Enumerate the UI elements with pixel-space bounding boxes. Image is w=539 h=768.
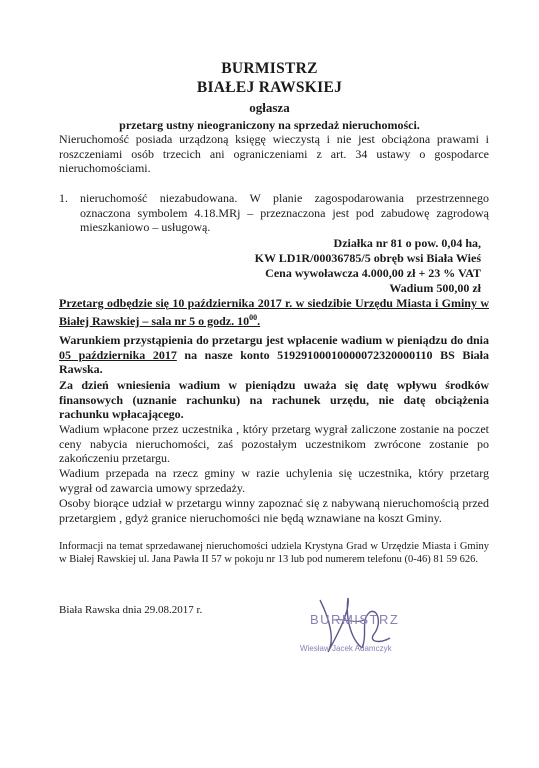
contact-info: Informacji na temat sprzedawanej nieruchomości udziela Krystyna Grad w Urzędzie Miasta i Gminy w Białej Rawskiej ul. Jana Pawła II 57 w pokoju nr 13 lub pod numerem telefonu (0-46) 81 59 626.	[59, 541, 489, 565]
auction-time-minutes: 00	[249, 312, 258, 322]
header-city: BIAŁEJ RAWSKIEJ	[196, 79, 343, 96]
property-inspection-rule: Osoby biorące udział w przetargu winny zapoznać się z nabywaną nieruchomością przed przetargiem , gdyż granice nieruchomości nie będą wznawiane na koszt Gminy.	[59, 496, 489, 525]
header-announces: ogłasza	[249, 100, 290, 115]
auction-text: Przetarg odbędzie się 10 października 2017 r. w siedzibie Urzędu Miasta i Gminy w Białej Rawskiej – sala nr 5 o godz. 10	[59, 296, 489, 328]
header-title: BURMISTRZ	[221, 60, 318, 77]
deposit-winner-rule: Wadium wpłacone przez uczestnika , który przetarg wygrał zaliczone zostanie na poczet ceny nabycia nieruchomości, zaś pozostałym uczestnikom zwrócone zostanie po zakończeniu przetargu.	[59, 422, 489, 465]
auction-date-place	[59, 296, 489, 328]
item-number: 1.	[59, 191, 68, 205]
deposit-condition	[59, 333, 489, 377]
subtitle: przetarg ustny nieograniczony na sprzedaż nieruchomości.	[119, 118, 420, 132]
deposit-condition-part1: Warunkiem przystąpienia do przetargu jest wpłacenie wadium w pieniądzu do dnia	[59, 333, 489, 347]
stamp-name: Wiesław Jacek Adamczyk	[300, 644, 392, 653]
payment-date-rule: Za dzień wniesienia wadium w pieniądzu uważa się datę wpływu środków finansowych (uznanie rachunku) na rachunek urzędu, nie datę obciążenia rachunku wpłacającego.	[59, 378, 489, 421]
plot-number: Działka nr 81 o pow. 0,04 ha,	[333, 236, 481, 250]
deposit-condition-part2: na nasze konto 51929100010000072320000110 BS Biała Rawska.	[59, 347, 489, 376]
place-and-date: Biała Rawska dnia 29.08.2017 r.	[59, 604, 203, 616]
stamp-title: BURMISTRZ	[310, 612, 400, 627]
item-description: nieruchomość niezabudowana. W planie zagospodarowania przestrzennego oznaczona symbolem 4.18.MRj – przeznaczona jest pod zabudowę zagrodową mieszkaniowo – usługową.	[80, 191, 489, 234]
deposit-forfeit-rule: Wadium przepada na rzecz gminy w razie uchylenia się uczestnika, który przetarg wygrał od zawarcia umowy sprzedaży.	[59, 466, 489, 495]
deposit: Wadium 500,00 zł	[389, 281, 481, 295]
starting-price: Cena wywoławcza 4.000,00 zł + 23 % VAT	[265, 266, 481, 280]
deposit-deadline: 05 października 2017	[59, 347, 177, 362]
signature-block	[290, 590, 450, 660]
land-register: KW LD1R/00036785/5 obręb wsi Biała Wieś	[254, 251, 481, 265]
intro-paragraph: Nieruchomość posiada urządzoną księgę wieczystą i nie jest obciążona prawami i roszczeniami osób trzecich ani ograniczeniami z art. 34 ustawy o gospodarce nieruchomościami.	[59, 132, 489, 175]
auction-end: .	[257, 313, 261, 328]
